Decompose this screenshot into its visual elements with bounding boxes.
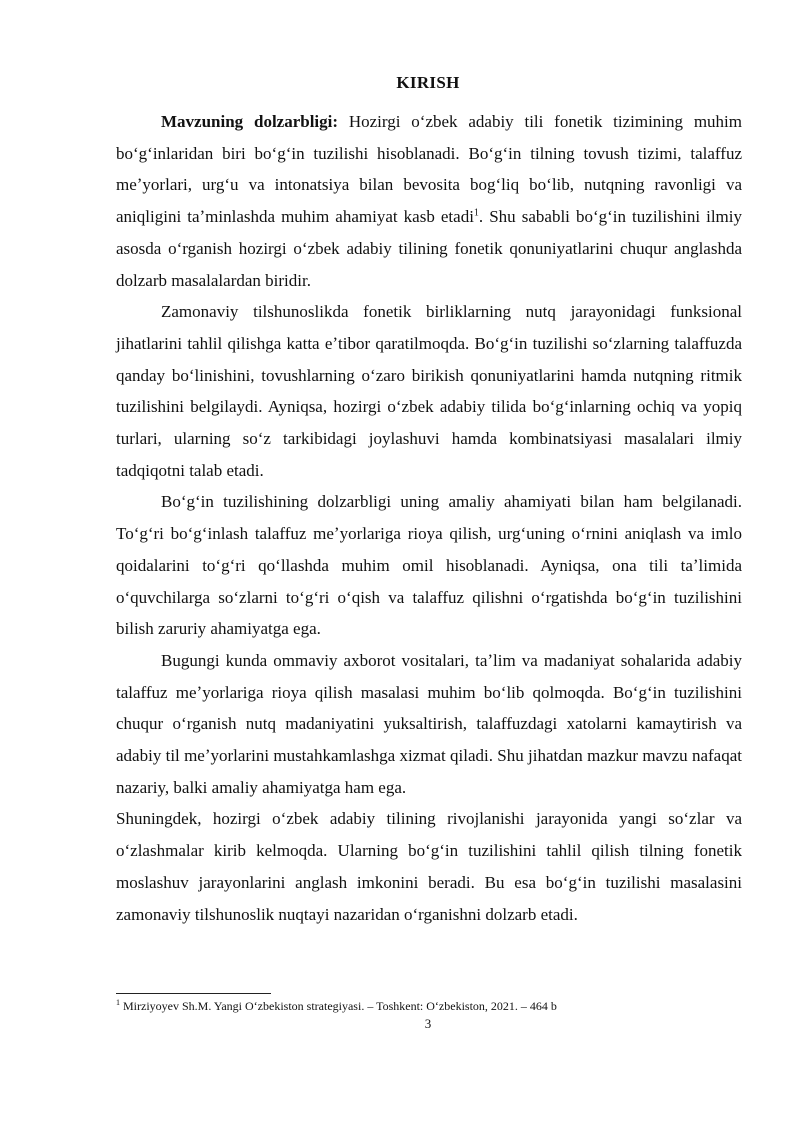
footnote-divider <box>116 993 271 994</box>
paragraph: Boʻgʻin tuzilishining dolzarbligi uning amaliy ahamiyati bilan ham belgilanadi. Toʻgʻri boʻgʻinlash talaffuz meʼyorlariga rioya qilish, urgʻuning oʻrnini aniqlash va imlo qoidalarini toʻgʻri qoʻllashda muhim omil hisoblanadi. Ayniqsa, ona tili taʼlimida oʻquvchilarga soʻzlarni toʻgʻri oʻqish va talaffuz qilishni oʻrgatishda boʻgʻin tuzilishini bilish zaruriy ahamiyatga ega. <box>116 492 742 639</box>
footnote-reference[interactable]: 1 <box>473 207 479 219</box>
paragraph-lead: Mavzuning dolzarbligi: <box>161 112 339 131</box>
footnote-number: 1 <box>116 998 120 1007</box>
section-title: KIRISH <box>396 73 460 92</box>
body-text <box>116 106 742 930</box>
paragraph: Shuningdek, hozirgi oʻzbek adabiy tilining rivojlanishi jarayonida yangi soʻzlar va oʻzlashmalar kirib kelmoqda. Ularning boʻgʻin tuzilishini tahlil qilish tilning fonetik moslashuv jarayonlarini anglash imkonini beradi. Bu esa boʻgʻin tuzilishi masalasini zamonaviy tilshunoslik nuqtayi nazaridan oʻrganishni dolzarb etadi. <box>116 809 742 924</box>
footnote <box>116 999 557 1013</box>
footnote-text: Mirziyoyev Sh.M. Yangi Oʻzbekiston strategiyasi. – Toshkent: Oʻzbekiston, 2021. – 464 b <box>120 999 557 1013</box>
paragraph-text: . Shu sababli boʻgʻin tuzilishini ilmiy asosda oʻrganish hozirgi oʻzbek adabiy tilining fonetik qonuniyatlarini chuqur anglashda dolzarb masalalardan biridir. <box>116 207 742 290</box>
paragraph-relevance <box>116 106 742 296</box>
paragraph-text: Hozirgi oʻzbek adabiy tili fonetik tizimining muhim boʻgʻinlaridan biri boʻgʻin tuzilishi hisoblanadi. Boʻgʻin tilning tovush tizimi, talaffuz meʼyorlari, urgʻu va intonatsiya bilan bevosita bogʻliq boʻlib, nutqning ravonligi va aniqligini taʼminlashda muhim ahamiyat kasb etadi <box>116 112 742 227</box>
page-number: 3 <box>424 1016 432 1031</box>
paragraph: Bugungi kunda ommaviy axborot vositalari, taʼlim va madaniyat sohalarida adabiy talaffuz meʼyorlariga rioya qilish masalasi muhim boʻlib qolmoqda. Boʻgʻin tuzilishini chuqur oʻrganish nutq madaniyatini yuksaltirish, talaffuzdagi xatolarni kamaytirish va adabiy til meʼyorlarini mustahkamlashga xizmat qiladi. Shu jihatdan mazkur mavzu nafaqat nazariy, balki amaliy ahamiyatga ham ega. <box>116 650 742 797</box>
paragraph: Zamonaviy tilshunoslikda fonetik birliklarning nutq jarayonidagi funksional jihatlarini tahlil qilishga katta eʼtibor qaratilmoqda. Boʻgʻin tuzilishi soʻzlarning talaffuzda qanday boʻlinishini, tovushlarning oʻzaro birikish qonuniyatlarini hamda nutqning ritmik tuzilishini belgilaydi. Ayniqsa, hozirgi oʻzbek adabiy tilida boʻgʻinlarning ochiq va yopiq turlari, ularning soʻz tarkibidagi joylashuvi hamda kombinatsiyasi masalalari ilmiy tadqiqotni talab etadi. <box>116 302 742 480</box>
